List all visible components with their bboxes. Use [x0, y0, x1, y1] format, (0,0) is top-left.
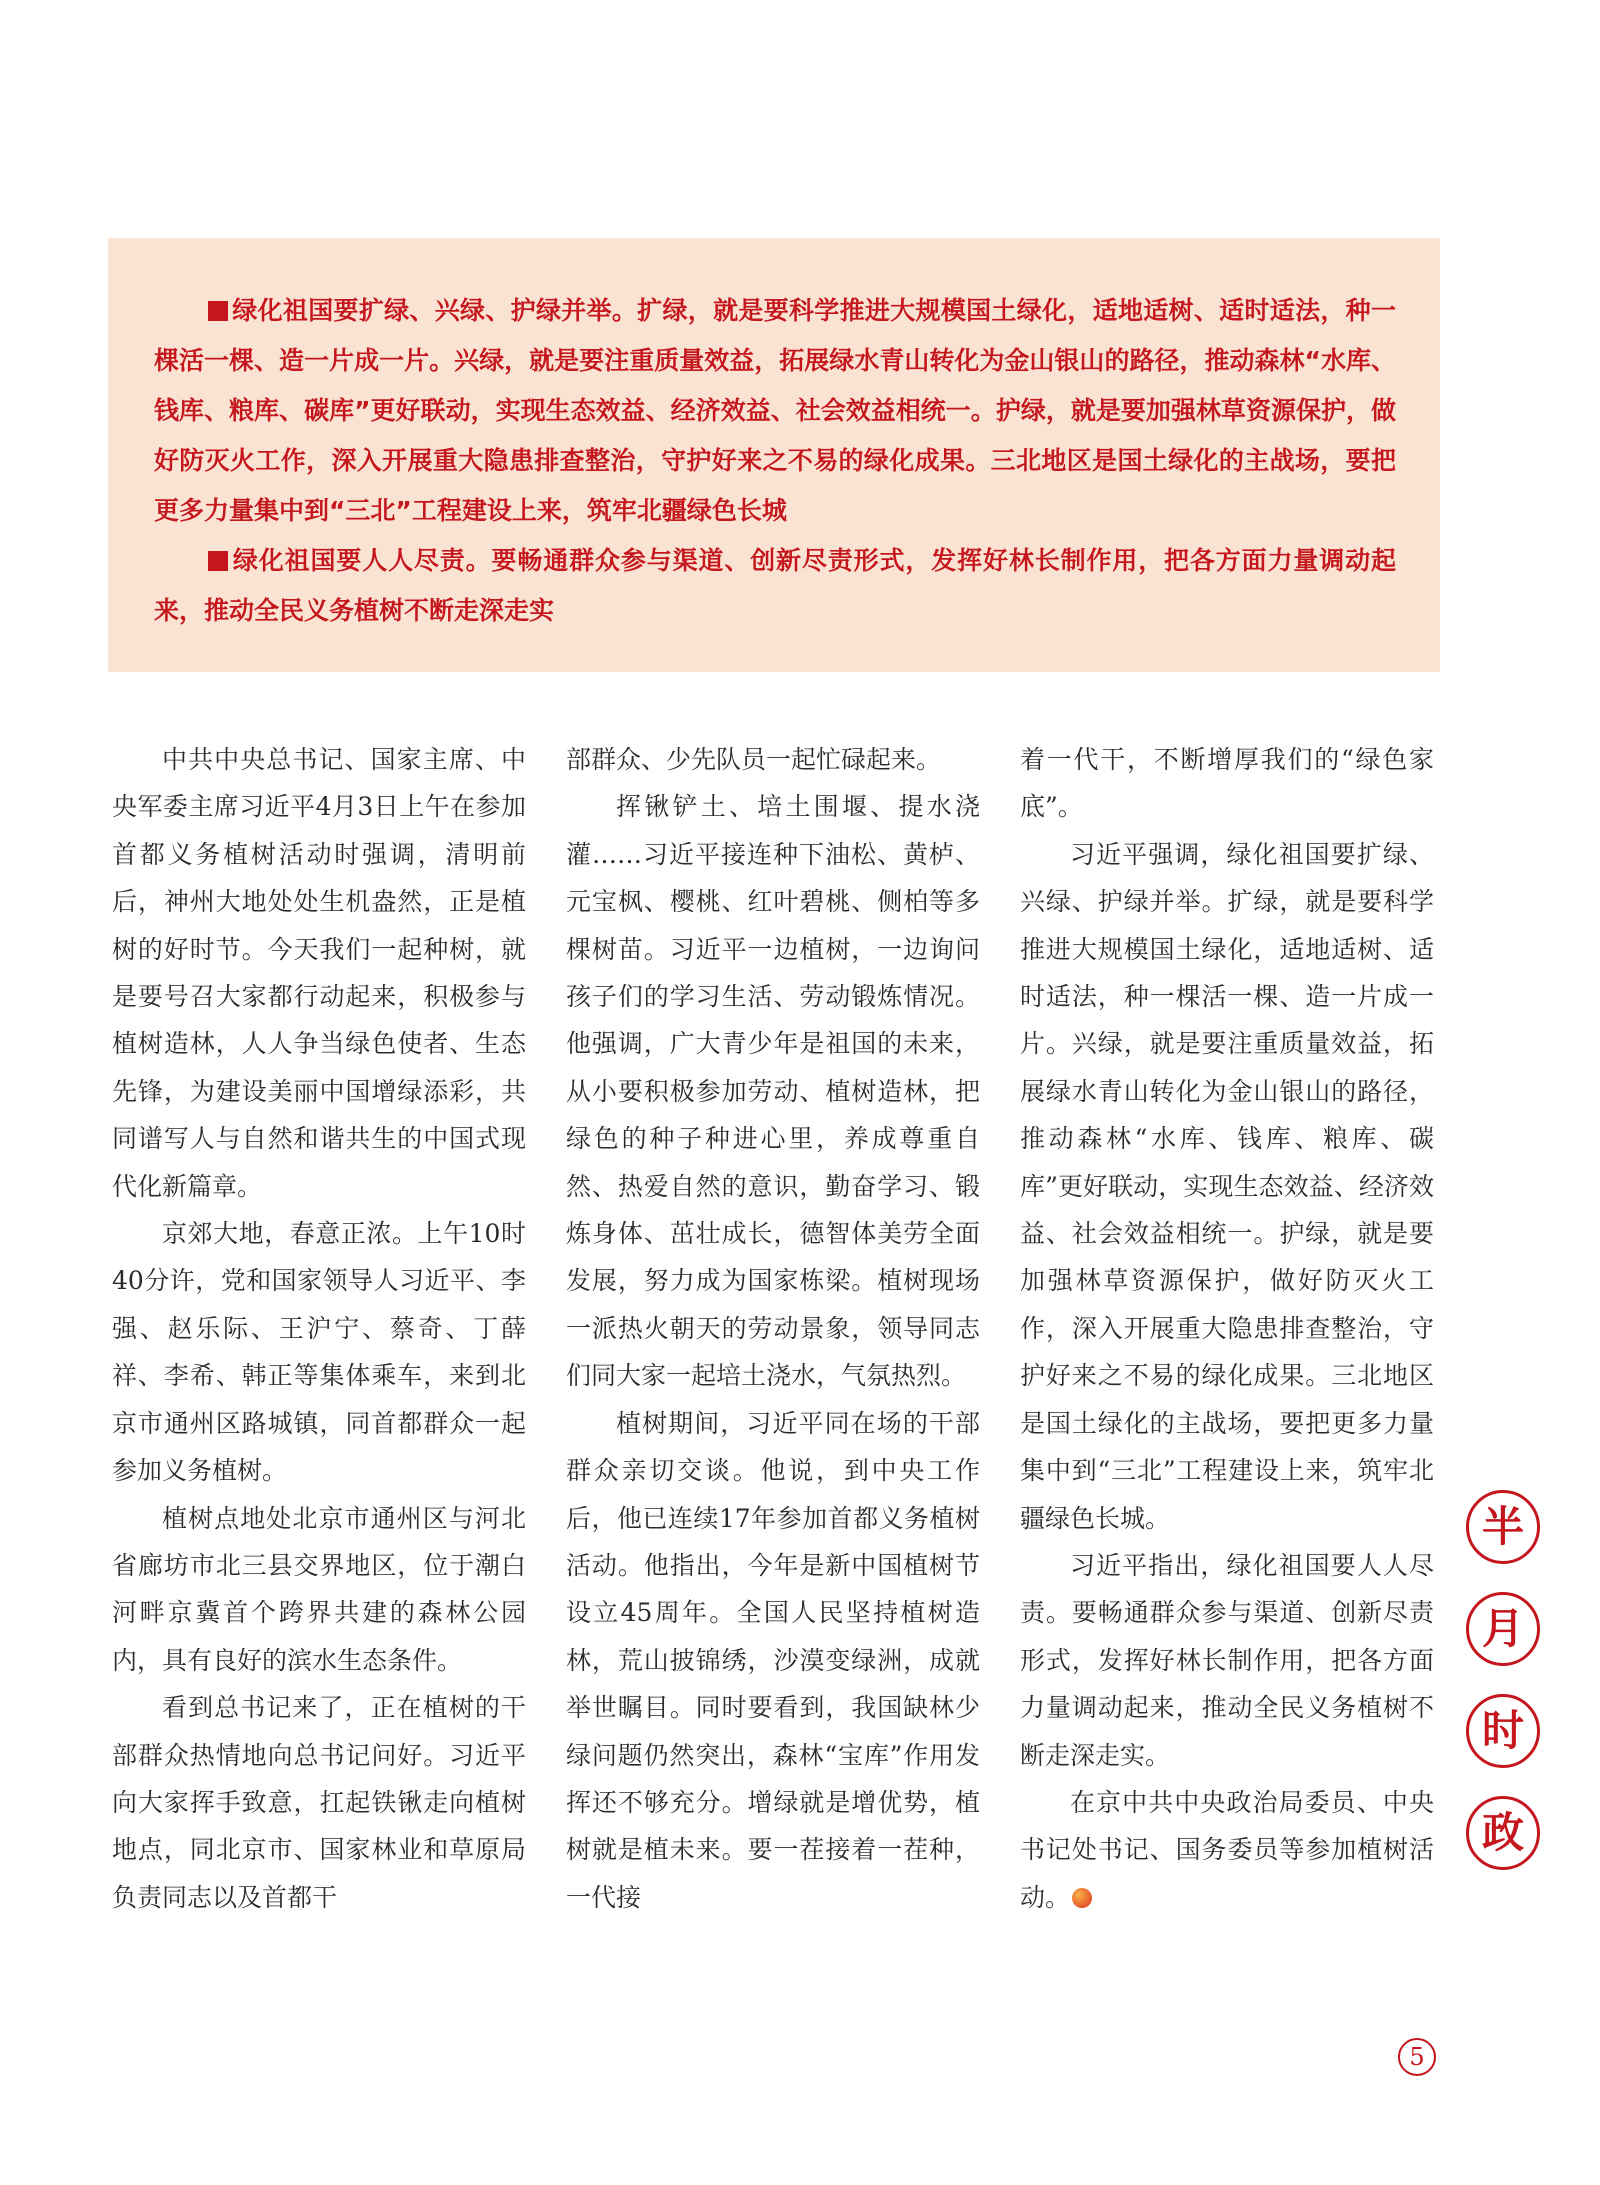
section-tag-char: 半: [1466, 1490, 1540, 1564]
article-paragraph: 中共中央总书记、国家主席、中央军委主席习近平4月3日上午在参加首都义务植树活动时强调，清明前后，神州大地处处生机盎然，正是植树的好时节。今天我们一起种树，就是要号召大家都行动起来，积极参与植树造林，人人争当绿色使者、生态先锋，为建设美丽中国增绿添彩，共同谱写人与自然和谐共生的中国式现代化新篇章。: [112, 745, 526, 1201]
summary-point-1: [154, 286, 1396, 536]
summary-point-2: [154, 536, 1396, 636]
square-bullet-icon: [208, 301, 228, 321]
article-column-2: [566, 736, 980, 1921]
end-mark-icon: [1072, 1888, 1092, 1908]
article-paragraph: 植树点地处北京市通州区与河北省廊坊市北三县交界地区，位于潮白河畔京冀首个跨界共建的森林公园内，具有良好的滨水生态条件。: [112, 1503, 526, 1675]
summary-point-2-text: 绿化祖国要人人尽责。要畅通群众参与渠道、创新尽责形式，发挥好林长制作用，把各方面力量调动起来，推动全民义务植树不断走深走实: [154, 546, 1396, 625]
article-column-3: [1020, 736, 1434, 1921]
section-tag-char: 时: [1466, 1694, 1540, 1768]
article-paragraph: 植树期间，习近平同在场的干部群众亲切交谈。他说，到中央工作后，他已连续17年参加首都义务植树活动。他指出，今年是新中国植树节设立45周年。全国人民坚持植树造林，荒山披锦绣，沙漠变绿洲，成就举世瞩目。同时要看到，我国缺林少绿问题仍然突出，森林“宝库”作用发挥还不够充分。增绿就是增优势，植树就是植未来。要一茬接着一茬种，一代接: [566, 1408, 980, 1912]
article-paragraph: 京郊大地，春意正浓。上午10时40分许，党和国家领导人习近平、李强、赵乐际、王沪宁、蔡奇、丁薛祥、李希、韩正等集体乘车，来到北京市通州区路城镇，同首都群众一起参加义务植树。: [112, 1219, 526, 1486]
section-tag-char: 月: [1466, 1592, 1540, 1666]
article-final-text: 在京中共中央政治局委员、中央书记处书记、国务委员等参加植树活动。: [1020, 1787, 1434, 1912]
square-bullet-icon: [208, 551, 228, 571]
article-paragraph-final: [1020, 1779, 1434, 1921]
article-paragraph: 挥锹铲土、培土围堰、提水浇灌……习近平接连种下油松、黄栌、元宝枫、樱桃、红叶碧桃、侧柏等多棵树苗。习近平一边植树，一边询问孩子们的学习生活、劳动锻炼情况。他强调，广大青少年是祖国的未来，从小要积极参加劳动、植树造林，把绿色的种子种进心里，养成尊重自然、热爱自然的意识，勤奋学习、锻炼身体、茁壮成长，德智体美劳全面发展，努力成为国家栋梁。植树现场一派热火朝天的劳动景象，领导同志们同大家一起培土浇水，气氛热烈。: [566, 792, 980, 1391]
summary-box: [108, 238, 1440, 672]
summary-point-1-text: 绿化祖国要扩绿、兴绿、护绿并举。扩绿，就是要科学推进大规模国土绿化，适地适树、适时适法，种一棵活一棵、造一片成一片。兴绿，就是要注重质量效益，拓展绿水青山转化为金山银山的路径，推动森林“水库、钱库、粮库、碳库”更好联动，实现生态效益、经济效益、社会效益相统一。护绿，就是要加强林草资源保护，做好防灭火工作，深入开展重大隐患排查整治，守护好来之不易的绿化成果。三北地区是国土绿化的主战场，要把更多力量集中到“三北”工程建设上来，筑牢北疆绿色长城: [154, 296, 1396, 525]
article-column-1: [112, 736, 526, 1921]
page-number: 5: [1398, 2038, 1436, 2076]
article-paragraph: 习近平强调，绿化祖国要扩绿、兴绿、护绿并举。扩绿，就是要科学推进大规模国土绿化，适地适树、适时适法，种一棵活一棵、造一片成一片。兴绿，就是要注重质量效益，拓展绿水青山转化为金山银山的路径，推动森林“水库、钱库、粮库、碳库”更好联动，实现生态效益、经济效益、社会效益相统一。护绿，就是要加强林草资源保护，做好防灭火工作，深入开展重大隐患排查整治，守护好来之不易的绿化成果。三北地区是国土绿化的主战场，要把更多力量集中到“三北”工程建设上来，筑牢北疆绿色长城。: [1020, 839, 1434, 1533]
section-tag-char: 政: [1466, 1796, 1540, 1870]
article-paragraph-continued: 部群众、少先队员一起忙碌起来。: [566, 745, 942, 774]
article-paragraph: 习近平指出，绿化祖国要人人尽责。要畅通群众参与渠道、创新尽责形式，发挥好林长制作用，把各方面力量调动起来，推动全民义务植树不断走深走实。: [1020, 1550, 1434, 1770]
section-tag: [1466, 1490, 1540, 1898]
article-paragraph: 看到总书记来了，正在植树的干部群众热情地向总书记问好。习近平向大家挥手致意，扛起铁锹走向植树地点，同北京市、国家林业和草原局负责同志以及首都干: [112, 1693, 526, 1912]
article-paragraph-continued: 着一代干，不断增厚我们的“绿色家底”。: [1020, 745, 1434, 822]
